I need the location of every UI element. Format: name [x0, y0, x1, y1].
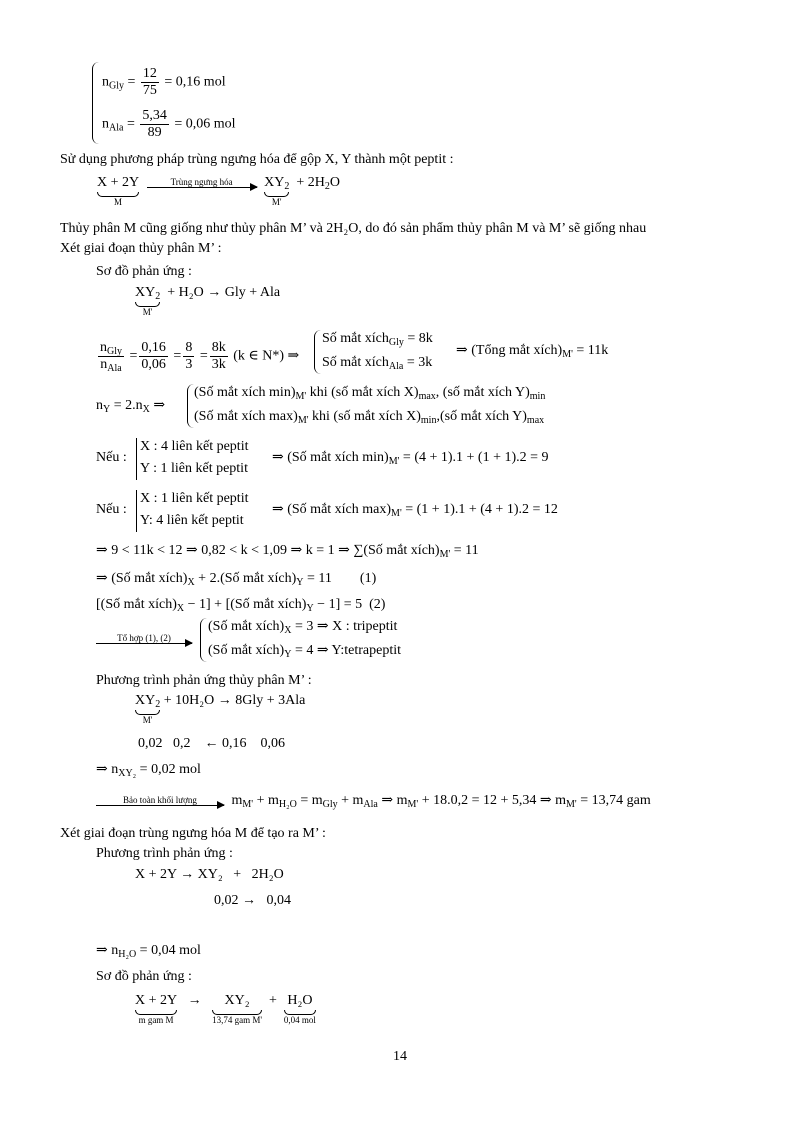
moles-brace [92, 62, 99, 144]
ratio-case2: Số mắt xích$_{Ala}$ = 3k [322, 355, 433, 372]
combine-row1: (Số mắt $xích)_X = 3$ ⇒ X : tripeptit [208, 619, 398, 636]
ratio-result: ⇒ (Tổng mắt $xích)_{M'} = 11k$ [456, 343, 609, 360]
eq1-line: ⇒ (Số mắt $xích)_X$ + 2.(Số mắt $xích)_Y = 11$ (1) [96, 571, 377, 588]
arrow-bao-toan: Bảo toàn khối lượng [96, 795, 224, 806]
k-line: ⇒ 9 < 11k < 12 ⇒ 0,82 < k < 1,09 ⇒ k = 1 ⇒ ∑(Số mắt $xích)_{M'} = 11$ [96, 543, 479, 560]
ratio-line: $\frac{n_{Gly}}{n_{Ala}}$ = $\frac{0,16}{0,06}$ = $\frac{8}{3}$ = $\frac{8k}{3k}$ (k ∈ N*) ⇒ [100, 340, 300, 374]
n-ala-line: $n_{Ala}$ = $\frac{5,34}{89}$ = 0,06 mol [102, 108, 236, 140]
case-max-row1: X : 1 liên kết peptit [140, 491, 249, 506]
underbrace-0-04-mol: H₂O 0,04 mol [283, 993, 316, 1025]
n-h2o-line: ⇒ $n_{H_2O} = 0,04$ mol [96, 943, 201, 960]
text-eq-cond: Phương trình phản ứng : [96, 846, 233, 861]
underbrace-13-74: XY₂ 13,74 gam M' [212, 993, 262, 1025]
ny-row1: (Số mắt xích $\min)_{M'}$ khi (số mắt xích $X)_{max}$, (số mắt xích $Y)_{min}$ [194, 385, 546, 402]
underbrace-m: X + 2Y M [97, 175, 140, 207]
case-max-result: ⇒ (Số mắt xích $\max)_{M'} = (1 + 1).1 + (4 + 1).2 = 12$ [272, 502, 558, 519]
text-method: Sử dụng phương pháp trùng ngưng hóa để gộp X, Y thành một peptit : [60, 152, 454, 167]
text-stage1: Xét giai đoạn thủy phân M’ : [60, 241, 222, 256]
eq2-line: [(Số mắt $xích)_X - 1$] + [(Số mắt $xích)_Y - 1] = 5$ (2) [96, 597, 386, 614]
ny-brace [187, 384, 194, 428]
case-max-label: Nếu : [96, 502, 127, 517]
n-gly-line: $n_{Gly}$ = $\frac{12}{75}$ = 0,16 mol [102, 66, 226, 98]
mass-cons-line: Bảo toàn khối lượng $m_{M'} + m_{H_2O} = m_{Gly} + m_{Ala}$ ⇒ $m_{M'} + 18.0,2 = 12 + 5,34$ ⇒ $m_{M'} = 13,74$ gam [96, 792, 651, 810]
ratio-fraction-1: $\frac{0,16}{0,06}$ [141, 340, 166, 372]
eq-hydro: $XY_2$ M' + 10H₂O → 8Gly + 3Ala [135, 693, 306, 725]
combine-arrow-line [96, 630, 192, 648]
underbrace-m-prime: $XY_2$ M' [264, 175, 290, 207]
case-max-row2: Y: 4 liên kết peptit [140, 513, 244, 528]
ratio-case1: Số mắt xích$_{Gly}$ = 8k [322, 331, 433, 348]
page-number: 14 [393, 1049, 407, 1064]
case-min-label: Nếu : [96, 450, 127, 465]
n-xy2-line: ⇒ $n_{XY_2} = 0,02$ mol [96, 762, 201, 779]
combine-row2: (Số mắt $xích)_Y = 4$ ⇒ Y:tetrapeptit [208, 643, 402, 660]
combine-brace [200, 618, 207, 662]
ratio-n-fraction: $\frac{n_{Gly}}{n_{Ala}}$ [100, 340, 122, 374]
text-hydro-same: Thủy phân M cũng giống như thủy phân M’ và 2H₂O, do đó sản phẩm thủy phân M và M’ sẽ giống nhau [60, 221, 647, 236]
case-min-result: ⇒ (Số mắt xích $\min)_{M'} = (4 + 1).1 + (1 + 1).2 = 9$ [272, 450, 549, 467]
case-min-bar [136, 438, 137, 480]
eq-scheme2: X + 2Y m gam M → XY₂ 13,74 gam M' + H₂O 0,04 mol [135, 993, 316, 1025]
case-min-row2: Y : 1 liên kết peptit [140, 461, 248, 476]
ratio-brace [314, 330, 321, 374]
n-ala-fraction: $\frac{5,34}{89}$ [142, 108, 167, 140]
eq-cond-amounts: 0,02 → 0,04 [214, 893, 291, 908]
eq-condense: X + 2Y M Trùng ngưng hóa $XY_2$ M' + $2H_2O$ [97, 175, 340, 207]
text-stage2: Xét giai đoạn trùng ngưng hóa M để tạo ra M’ : [60, 826, 326, 841]
arrow-trung-ngung: Trùng ngưng hóa [147, 177, 257, 188]
text-eq-hydro: Phương trình phản ứng thủy phân M’ : [96, 673, 312, 688]
underbrace-xy2: $XY_2$ M' [135, 285, 161, 317]
underbrace-xy2-hydro: $XY_2$ M' [135, 693, 161, 725]
underbrace-m-gam: X + 2Y m gam M [135, 993, 178, 1025]
case-min-row1: X : 4 liên kết peptit [140, 439, 249, 454]
ny-row2: (Số mắt xích $\max)_{M'}$ khi (số mắt xích $X)_{min},(số$ mắt xích $Y)_{max}$ [194, 409, 545, 426]
arrow-to-hop: Tổ hợp (1), (2) [96, 633, 192, 644]
text-scheme1: Sơ đồ phản ứng : [96, 264, 192, 279]
n-gly-fraction: $\frac{12}{75}$ [142, 66, 157, 98]
eq-hydro-amounts: 0,02 0,2 ← 0,16 0,06 [138, 736, 285, 751]
eq-cond-line: X + 2Y → XY₂ + 2H₂O [135, 867, 284, 882]
ratio-fraction-3: $\frac{8k}{3k}$ [211, 340, 226, 372]
ny-line: $n_Y = 2.n_X$ ⇒ [96, 398, 166, 415]
case-max-bar [136, 490, 137, 532]
eq-scheme1: $XY_2$ M' + H₂O → Gly + Ala [135, 285, 281, 317]
ratio-fraction-2: $\frac{8}{3}$ [185, 340, 193, 372]
text-scheme2: Sơ đồ phản ứng : [96, 969, 192, 984]
